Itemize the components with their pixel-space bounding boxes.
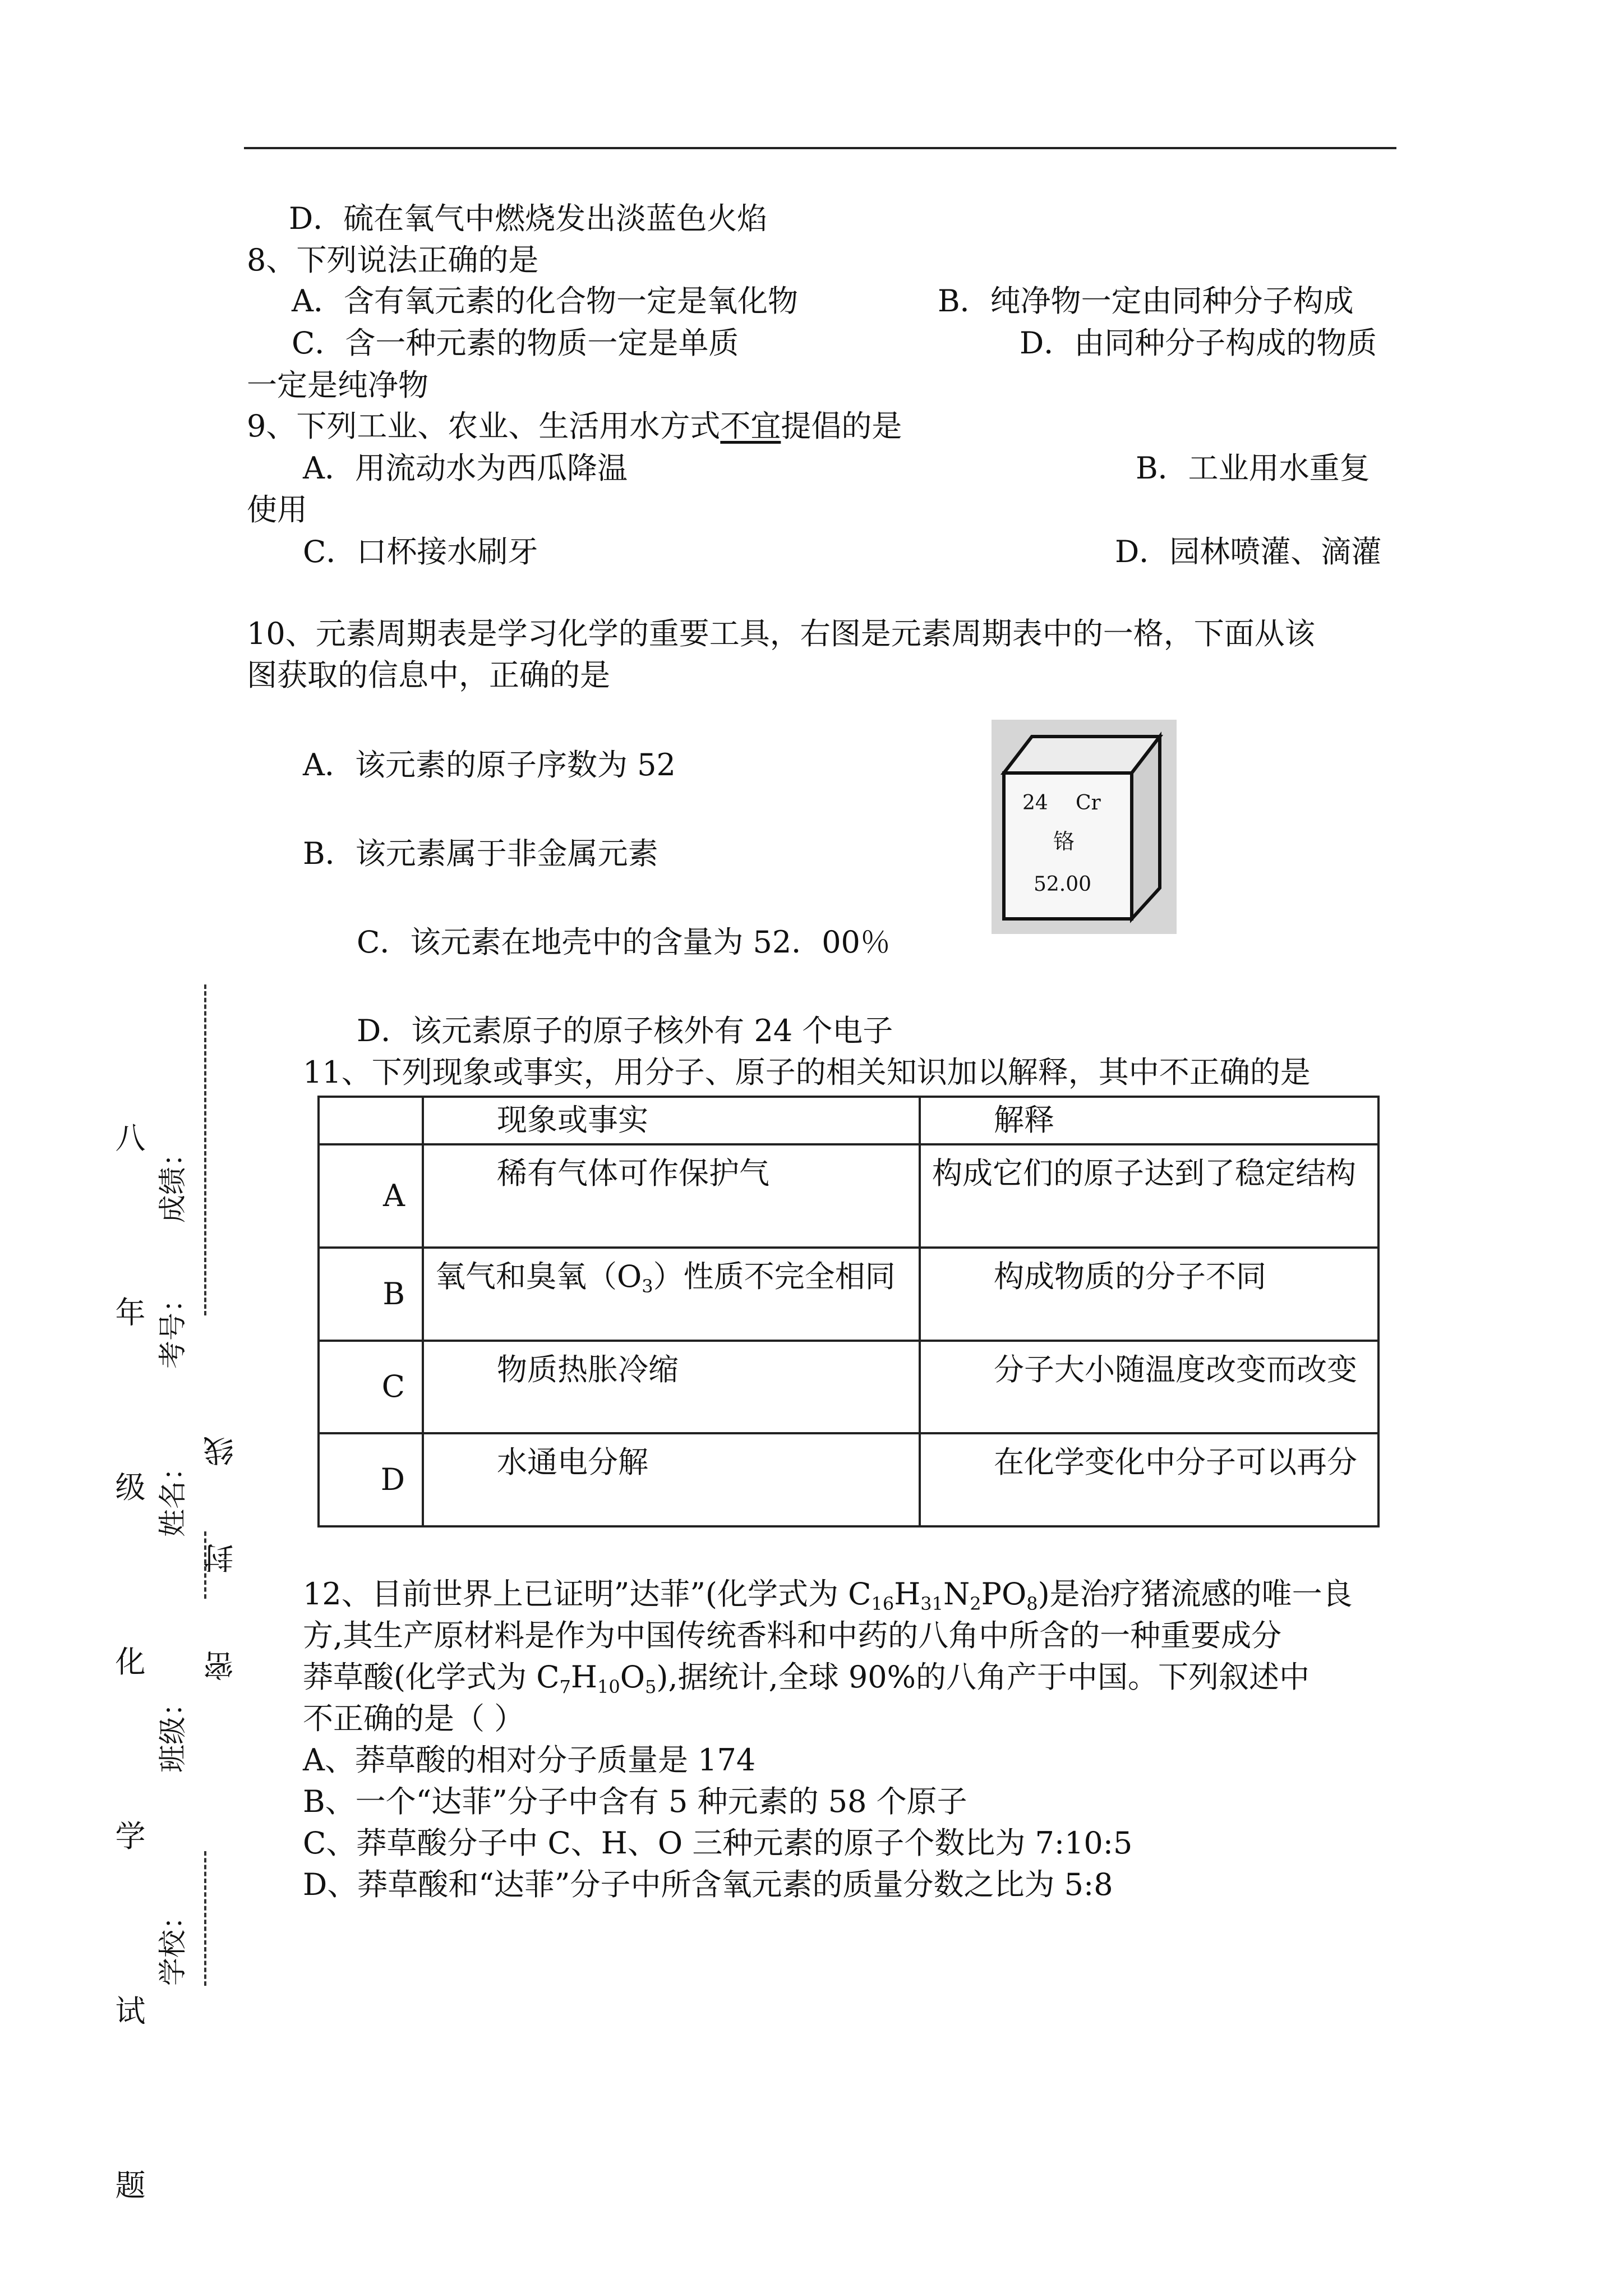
- row-label: A: [319, 1144, 423, 1248]
- q12-l1-b: H: [894, 1576, 921, 1612]
- margin-class-label: 班级：: [156, 1688, 189, 1773]
- q12-l1-c: N: [943, 1576, 970, 1612]
- row-explain: 构成物质的分子不同: [920, 1248, 1378, 1341]
- q8-option-c: C．含一种元素的物质一定是单质: [292, 325, 739, 361]
- q12-option-b: B、一个“达菲”分子中含有 5 种元素的 58 个原子: [303, 1784, 967, 1819]
- q12-l3-b: H: [570, 1659, 598, 1695]
- element-symbol: Cr: [1076, 792, 1101, 815]
- element-name: 铬: [1053, 829, 1075, 854]
- row-fact-post: ）性质不完全相同: [653, 1258, 896, 1294]
- q12-l1-d: PO: [981, 1576, 1027, 1612]
- q8-option-d: D．由同种分子构成的物质: [1020, 325, 1377, 361]
- q10-option-d: D．该元素原子的原子核外有 24 个电子: [357, 1013, 893, 1048]
- row-explain: 在化学变化中分子可以再分: [920, 1433, 1378, 1526]
- q12-line2: 方,其生产原材料是作为中国传统香料和中药的八角中所含的一种重要成分: [303, 1618, 1282, 1653]
- q9-stem-underlined: 不宜: [720, 408, 781, 444]
- q12-l1-sub1: 16: [871, 1593, 895, 1614]
- q12-l3-sub1: 7: [559, 1676, 571, 1697]
- q12-option-a: A、莽草酸的相对分子质量是 174: [303, 1742, 756, 1778]
- table-header-blank: [319, 1097, 423, 1144]
- table-row: [319, 1144, 1378, 1248]
- q10-option-c: C．该元素在地壳中的含量为 52．00％: [357, 924, 891, 960]
- row-fact: 物质热胀冷缩: [423, 1341, 920, 1434]
- margin-school-label: 学校：: [156, 1902, 189, 1986]
- q12-l3-c: O: [620, 1659, 645, 1695]
- table-row: [319, 1341, 1378, 1434]
- row-label: C: [319, 1341, 423, 1434]
- q11-stem: 11、下列现象或事实，用分子、原子的相关知识加以解释，其中不正确的是: [303, 1055, 1311, 1090]
- margin-title: 八 年 级 化 学 试 题: [110, 1122, 146, 2267]
- table-row: [319, 1433, 1378, 1526]
- q8-stem: 8、下列说法正确的是: [247, 242, 539, 278]
- row-fact-pre: 氧气和臭氧（O: [435, 1258, 642, 1294]
- seal-dashed-line: [204, 1531, 206, 1599]
- row-explain: 分子大小随温度改变而改变: [920, 1341, 1378, 1434]
- q9-option-c: C．口杯接水刷牙: [303, 534, 538, 569]
- margin-score-label: 成绩：: [156, 1139, 189, 1223]
- q12-option-c: C、莽草酸分子中 C、H、O 三种元素的原子个数比为 7:10:5: [303, 1825, 1133, 1861]
- margin-seal-chars: 密 封 线: [203, 1402, 238, 1681]
- element-mass: 52.00: [1034, 873, 1092, 896]
- q12-l1-e: )是治疗猪流感的唯一良: [1038, 1576, 1353, 1612]
- q12-l1-sub3: 2: [970, 1593, 981, 1614]
- q12-l3-sub2: 10: [597, 1676, 620, 1697]
- seal-dashed-line: [204, 1851, 206, 1986]
- q12-l1-sub2: 31: [920, 1593, 944, 1614]
- table-header-row: [319, 1097, 1378, 1144]
- table-header-explain: 解释: [920, 1097, 1378, 1144]
- q12-line3: [303, 1659, 1310, 1705]
- q10-option-b: B．该元素属于非金属元素: [303, 836, 658, 871]
- q10-option-a: A．该元素的原子序数为 52: [303, 747, 676, 783]
- q9-stem: [247, 408, 902, 444]
- q9-option-b: B．工业用水重复: [1136, 450, 1370, 486]
- q8-option-a: A．含有氧元素的化合物一定是氧化物: [292, 283, 798, 319]
- q7-option-d: D．硫在氧气中燃烧发出淡蓝色火焰: [289, 201, 768, 236]
- element-cell-drawing: [992, 720, 1177, 934]
- row-explain: 构成它们的原子达到了稳定结构: [920, 1144, 1378, 1248]
- q12-l3-sub3: 5: [645, 1676, 657, 1697]
- q8-option-d-cont: 一定是纯净物: [247, 367, 428, 403]
- row-label: D: [319, 1433, 423, 1526]
- q9-stem-pre: 9、下列工业、农业、生活用水方式: [247, 408, 721, 444]
- q12-l3-d: ),据统计,全球 90%的八角产于中国。下列叙述中: [656, 1659, 1310, 1695]
- q8-option-b: B．纯净物一定由同种分子构成: [938, 283, 1354, 319]
- q10-stem-line2: 图获取的信息中，正确的是: [247, 657, 610, 693]
- q12-l3-a: 莽草酸(化学式为 C: [303, 1659, 560, 1695]
- element-number: 24: [1022, 792, 1048, 815]
- row-fact-sub: 3: [642, 1275, 653, 1297]
- q12-l1-sub4: 8: [1026, 1593, 1038, 1614]
- row-fact: [423, 1248, 920, 1341]
- q9-option-a: A．用流动水为西瓜降温: [303, 450, 628, 486]
- q11-table: [317, 1096, 1380, 1527]
- row-label: B: [319, 1248, 423, 1341]
- row-fact: 稀有气体可作保护气: [423, 1144, 920, 1248]
- element-cell-figure: [992, 720, 1177, 934]
- seal-dashed-line: [204, 984, 206, 1315]
- q9-option-b-cont: 使用: [247, 492, 307, 527]
- row-fact: 水通电分解: [423, 1433, 920, 1526]
- q10-stem-line1: 10、元素周期表是学习化学的重要工具，右图是元素周期表中的一格，下面从该: [247, 616, 1315, 651]
- q9-stem-post: 提倡的是: [781, 408, 902, 444]
- margin-examno-label: 考号：: [156, 1285, 189, 1369]
- q12-line1: [303, 1576, 1353, 1622]
- margin-name-label: 姓名：: [156, 1453, 189, 1537]
- q9-option-d: D．园林喷灌、滴灌: [1115, 534, 1382, 569]
- table-row: [319, 1248, 1378, 1341]
- header-rule: [244, 147, 1396, 149]
- table-header-fact: 现象或事实: [423, 1097, 920, 1144]
- q12-option-d: D、莽草酸和“达菲”分子中所含氧元素的质量分数之比为 5:8: [303, 1867, 1113, 1902]
- q12-l1-a: 12、目前世界上已证明”达菲”(化学式为 C: [303, 1576, 872, 1612]
- q12-line4: 不正确的是（ ）: [303, 1701, 525, 1736]
